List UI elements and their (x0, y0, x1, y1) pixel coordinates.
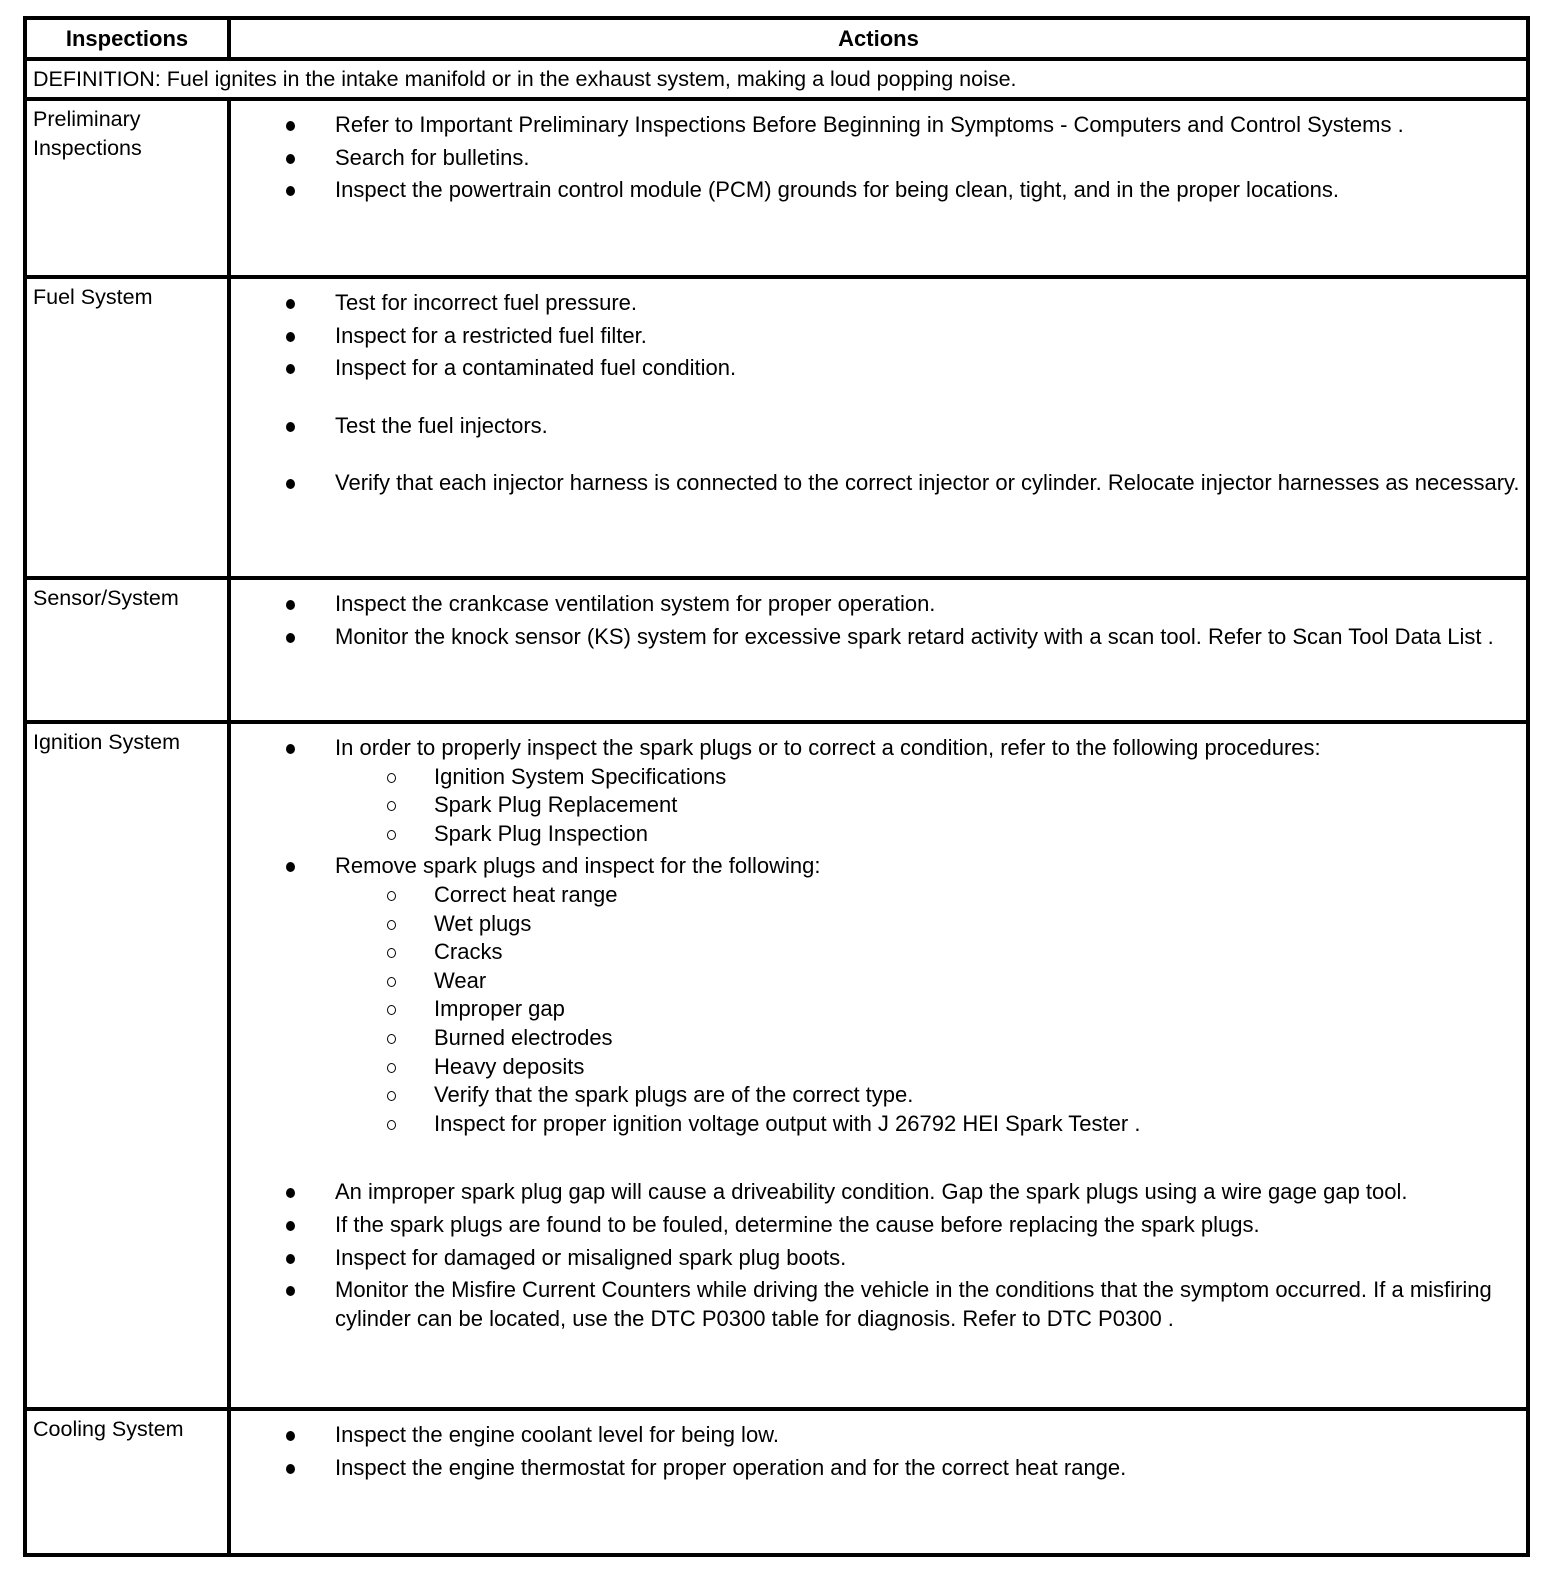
header-actions: Actions (229, 18, 1528, 59)
table-row (25, 1409, 1528, 1555)
action-item (231, 354, 1526, 383)
table-row (25, 578, 1528, 722)
bullet-icon (286, 1254, 295, 1264)
action-item (231, 111, 1526, 140)
circle-bullet-icon (387, 773, 396, 783)
sub-item (335, 1024, 1520, 1053)
actions-cell (229, 99, 1528, 277)
action-text: Remove spark plugs and inspect for the following: (335, 853, 821, 879)
action-item (231, 734, 1526, 848)
action-text: Monitor the Misfire Current Counters while driving the vehicle in the conditions that the symptom occurred. If a misfiring cylinder can be located, use the DTC P0300 table for diagnosis. Refer to DTC P0300 . (335, 1277, 1492, 1331)
action-text: Refer to Important Preliminary Inspections Before Beginning in Symptoms - Computers and Control Systems . (335, 112, 1404, 137)
sub-item-text: Verify that the spark plugs are of the correct type. (434, 1082, 914, 1108)
sub-item-text: Wear (434, 967, 487, 993)
circle-bullet-icon (387, 977, 396, 987)
bullet-icon (286, 364, 295, 374)
action-list (231, 279, 1526, 498)
action-item (231, 623, 1526, 652)
action-text: Test for incorrect fuel pressure. (335, 290, 638, 315)
action-item (231, 144, 1526, 173)
circle-bullet-icon (387, 1091, 396, 1101)
bullet-icon (286, 862, 295, 872)
action-list (231, 101, 1526, 205)
inspection-label: Preliminary Inspections (25, 99, 229, 277)
table-row (25, 99, 1528, 277)
sub-item (335, 938, 1520, 967)
circle-bullet-icon (387, 830, 396, 840)
sub-item (335, 791, 1520, 820)
actions-cell (229, 722, 1528, 1409)
sub-item-text: Improper gap (434, 996, 565, 1022)
sub-item (335, 881, 1520, 910)
bullet-icon (286, 744, 295, 754)
bullet-icon (286, 600, 295, 610)
sub-item-text: Heavy deposits (434, 1053, 585, 1079)
actions-cell (229, 578, 1528, 722)
inspection-label: Ignition System (25, 722, 229, 1409)
table-row (25, 277, 1528, 578)
symptom-table (23, 16, 1530, 1557)
actions-cell (229, 277, 1528, 578)
definition-row (25, 59, 1528, 99)
definition-text: DEFINITION: Fuel ignites in the intake manifold or in the exhaust system, making a loud popping noise. (25, 59, 1528, 99)
bullet-icon (286, 154, 295, 164)
bullet-icon (286, 1221, 295, 1231)
sub-item-text: Spark Plug Inspection (434, 820, 649, 846)
action-text: Inspect the engine coolant level for being low. (335, 1422, 779, 1447)
action-text: Monitor the knock sensor (KS) system for excessive spark retard activity with a scan tool. Refer to Scan Tool Data List . (335, 623, 1494, 649)
action-item (231, 590, 1526, 619)
bullet-icon (286, 1286, 295, 1296)
bullet-icon (286, 186, 295, 196)
action-item (231, 176, 1526, 205)
action-text: Search for bulletins. (335, 144, 530, 170)
sub-item (335, 1053, 1520, 1082)
bullet-icon (286, 479, 295, 489)
action-text: Inspect the powertrain control module (PCM) grounds for being clean, tight, and in the proper locations. (335, 177, 1339, 203)
circle-bullet-icon (387, 948, 396, 958)
bullet-icon (286, 422, 295, 432)
action-item (231, 852, 1526, 1138)
bullet-icon (286, 121, 295, 131)
sub-item (335, 1081, 1520, 1110)
table-row (25, 722, 1528, 1409)
action-item (231, 289, 1526, 318)
sub-item (335, 763, 1520, 792)
action-item (231, 469, 1526, 498)
header-inspections: Inspections (25, 18, 229, 59)
circle-bullet-icon (387, 891, 396, 901)
action-text: Inspect for damaged or misaligned spark plug boots. (335, 1244, 847, 1270)
procedure-sublist (335, 763, 1520, 849)
header-row (25, 18, 1528, 59)
action-text: In order to properly inspect the spark plugs or to correct a condition, refer to the following procedures: (335, 735, 1321, 760)
bullet-icon (286, 332, 295, 342)
sub-item-text: Wet plugs (434, 910, 532, 936)
actions-cell (229, 1409, 1528, 1555)
circle-bullet-icon (387, 1120, 396, 1130)
action-list (231, 580, 1526, 651)
inspection-sublist (335, 881, 1520, 1138)
action-list (231, 1411, 1526, 1482)
action-item (231, 412, 1526, 441)
inspection-label: Sensor/System (25, 578, 229, 722)
sub-item-text: Burned electrodes (434, 1024, 613, 1050)
action-item (231, 1178, 1526, 1207)
action-text: Inspect for a contaminated fuel condition. (335, 355, 737, 381)
action-text: Inspect the engine thermostat for proper operation and for the correct heat range. (335, 1454, 1127, 1480)
circle-bullet-icon (387, 1063, 396, 1073)
circle-bullet-icon (387, 1034, 396, 1044)
sub-item-text: Cracks (434, 939, 503, 965)
bullet-icon (286, 299, 295, 309)
action-item (231, 1244, 1526, 1273)
sub-item (335, 1110, 1520, 1139)
sub-item-text: Spark Plug Replacement (434, 792, 678, 818)
sub-item (335, 910, 1520, 939)
circle-bullet-icon (387, 1005, 396, 1015)
circle-bullet-icon (387, 801, 396, 811)
circle-bullet-icon (387, 920, 396, 930)
action-item (231, 1421, 1526, 1450)
sub-item-text: Inspect for proper ignition voltage output with J 26792 HEI Spark Tester . (434, 1110, 1141, 1136)
sub-item (335, 820, 1520, 849)
bullet-icon (286, 1464, 295, 1474)
sub-item (335, 967, 1520, 996)
sub-item-text: Correct heat range (434, 881, 618, 907)
inspection-label: Fuel System (25, 277, 229, 578)
action-item (231, 1211, 1526, 1240)
bullet-icon (286, 1431, 295, 1441)
sub-item (335, 995, 1520, 1024)
action-text: An improper spark plug gap will cause a driveability condition. Gap the spark plugs using a wire gage gap tool. (335, 1179, 1408, 1205)
action-text: If the spark plugs are found to be fouled, determine the cause before replacing the spark plugs. (335, 1211, 1260, 1237)
inspection-label: Cooling System (25, 1409, 229, 1555)
bullet-icon (286, 633, 295, 643)
sub-item-text: Ignition System Specifications (434, 763, 727, 789)
action-list (231, 724, 1526, 1333)
action-text: Verify that each injector harness is connected to the correct injector or cylinder. Relocate injector harnesses as necessary. (335, 470, 1520, 496)
action-text: Test the fuel injectors. (335, 412, 548, 438)
action-text: Inspect for a restricted fuel filter. (335, 322, 647, 348)
action-item (231, 1276, 1526, 1333)
action-text: Inspect the crankcase ventilation system for proper operation. (335, 591, 936, 616)
action-item (231, 1454, 1526, 1483)
action-item (231, 322, 1526, 351)
bullet-icon (286, 1188, 295, 1198)
